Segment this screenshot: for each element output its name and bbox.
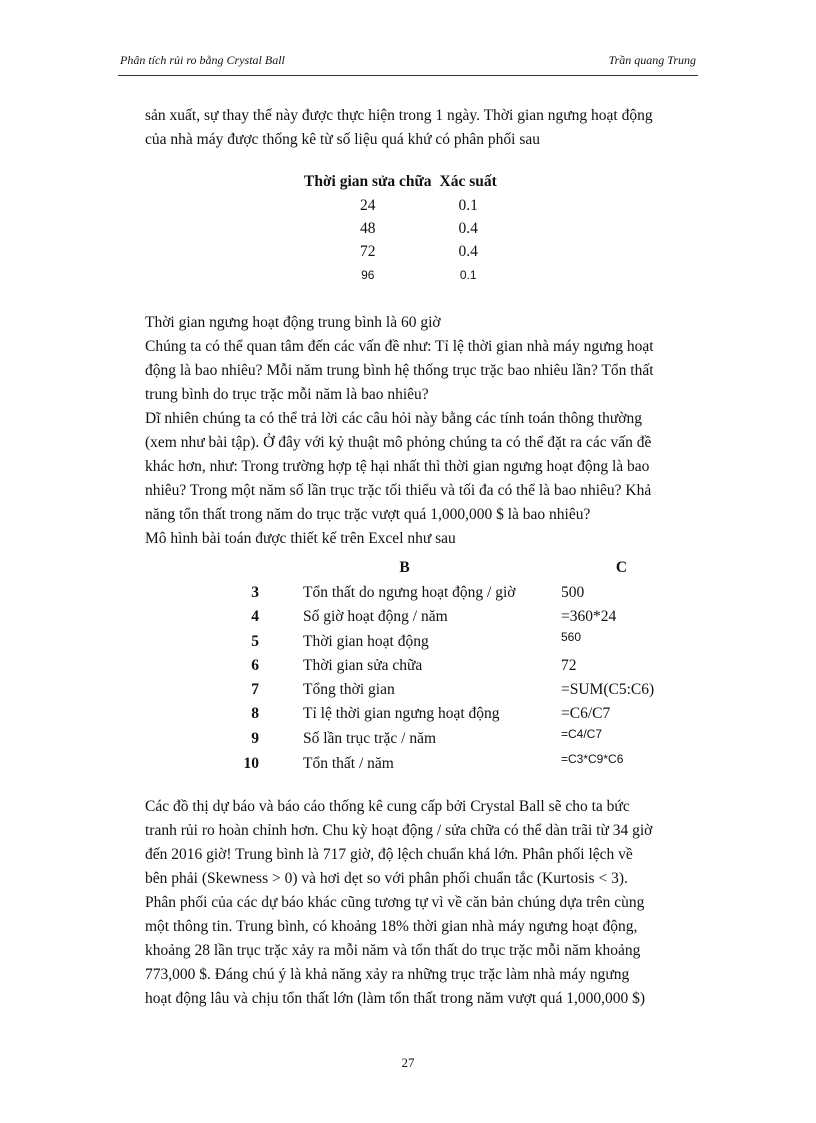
page-header — [120, 53, 696, 73]
row-number: 3 — [251, 584, 259, 601]
text-line: trung bình do trục trặc mỗi năm là bao nhiêu? — [145, 386, 429, 403]
cell-time: 24 — [360, 196, 376, 214]
table-row — [214, 751, 701, 776]
text-line: khoảng 28 lần trục trặc xảy ra mỗi năm và tổn thất do trục trặc mỗi năm khoảng — [145, 942, 641, 959]
header-probability: Xác suất — [439, 173, 497, 190]
header-author: Trần quang Trung — [608, 53, 696, 67]
text-line: Thời gian ngưng hoạt động trung bình là 60 giờ — [145, 314, 441, 331]
cell-time: 48 — [360, 219, 376, 237]
text-line: động là bao nhiêu? Mỗi năm trung bình hệ thống trục trặc bao nhiêu lần? Tổn thất — [145, 362, 654, 379]
cell-value: 72 — [561, 657, 577, 674]
cell-label: Tổn thất / năm — [303, 754, 394, 772]
cell-value: =C4/C7 — [561, 727, 603, 741]
column-c-header: C — [615, 559, 628, 576]
table-row — [214, 581, 701, 605]
cell-value: =SUM(C5:C6) — [561, 681, 655, 698]
text-line: Dĩ nhiên chúng ta có thể trả lời các câu hỏi này bằng các tính toán thông thường — [145, 410, 642, 427]
table-row — [214, 678, 701, 702]
cell-label: Tổn thất do ngưng hoạt động / giờ — [303, 584, 516, 601]
row-number: 10 — [243, 754, 259, 772]
text-line: hoạt động lâu và chịu tổn thất lớn (làm tổn thất trong năm vượt quá 1,000,000 $) — [145, 990, 646, 1007]
text-line: nhiêu? Trong một năm số lần trục trặc tối thiểu và tối đa có thể là bao nhiêu? Khả — [145, 482, 652, 499]
text-line: Phân phối của các dự báo khác cũng tương tự vì về căn bản chúng dựa trên cùng — [145, 894, 645, 911]
cell-label: Thời gian sửa chữa — [303, 657, 423, 674]
text-line: tranh rủi ro hoàn chỉnh hơn. Chu kỳ hoạt động / sửa chữa có thể dàn trãi từ 34 giờ — [145, 822, 653, 839]
cell-probability: 0.1 — [459, 267, 477, 282]
cell-probability: 0.4 — [458, 219, 478, 237]
row-number: 7 — [251, 681, 259, 698]
text-line: khác hơn, như: Trong trường hợp tệ hại nhất thì thời gian ngưng hoạt động là bao — [145, 458, 650, 475]
table-row — [300, 217, 501, 240]
excel-model-table — [214, 555, 701, 776]
intro-paragraph — [145, 104, 697, 152]
text-line: của nhà máy được thống kê từ số liệu quá khứ có phân phối sau — [145, 131, 540, 148]
row-number: 5 — [251, 632, 259, 650]
cell-probability: 0.1 — [458, 196, 478, 214]
table-row — [300, 240, 501, 263]
text-line: bên phải (Skewness > 0) và hơi dẹt so với phân phối chuẩn tắc (Kurtosis < 3). — [145, 870, 628, 887]
cell-time: 96 — [361, 267, 375, 282]
table-row — [214, 629, 701, 654]
text-line: một thông tin. Trung bình, có khoảng 18% thời gian nhà máy ngưng hoạt động, — [145, 918, 638, 935]
cell-label: Tổng thời gian — [303, 681, 395, 698]
cell-probability: 0.4 — [458, 242, 478, 260]
row-number: 6 — [251, 657, 259, 674]
header-title: Phân tích rủi ro bằng Crystal Ball — [120, 53, 285, 67]
header-time: Thời gian sửa chữa — [304, 173, 432, 190]
cell-value: 500 — [561, 584, 585, 601]
body-paragraph — [145, 311, 697, 551]
text-line: năng tổn thất trong năm do trục trặc vượt quá 1,000,000 $ là bao nhiêu? — [145, 506, 591, 523]
text-line: đến 2016 giờ! Trung bình là 717 giờ, độ lệch chuẩn khá lớn. Phân phối lệch về — [145, 846, 633, 863]
row-number: 8 — [251, 705, 259, 722]
cell-value: 560 — [561, 630, 582, 644]
text-line: Mô hình bài toán được thiết kế trên Excel như sau — [145, 530, 456, 547]
cell-time: 72 — [360, 242, 376, 260]
text-line: Chúng ta có thể quan tâm đến các vấn đề như: Tỉ lệ thời gian nhà máy ngưng hoạt — [145, 338, 654, 355]
cell-label: Tỉ lệ thời gian ngưng hoạt động — [303, 705, 500, 722]
text-line: (xem như bài tập). Ở đây với kỷ thuật mô phỏng chúng ta có thể đặt ra các vấn đề — [145, 434, 652, 451]
table-row — [300, 263, 501, 286]
table-row — [214, 702, 701, 726]
row-number: 9 — [251, 729, 259, 747]
row-number: 4 — [251, 608, 259, 625]
table-row — [300, 194, 501, 217]
text-line: Các đồ thị dự báo và báo cáo thống kê cung cấp bởi Crystal Ball sẽ cho ta bức — [145, 798, 630, 815]
cell-label: Số giờ hoạt động / năm — [303, 608, 448, 625]
header-rule — [118, 75, 698, 76]
distribution-table — [300, 170, 501, 286]
table-row — [214, 726, 701, 751]
text-line: sản xuất, sự thay thế này được thực hiện trong 1 ngày. Thời gian ngưng hoạt động — [145, 107, 653, 124]
text-line: 773,000 $. Đáng chú ý là khả năng xảy ra những trục trặc làm nhà máy ngưng — [145, 966, 630, 983]
cell-label: Thời gian hoạt động — [303, 632, 429, 650]
conclusion-paragraph — [145, 795, 697, 1011]
cell-label: Số lần trục trặc / năm — [303, 729, 436, 747]
cell-value: =360*24 — [561, 608, 617, 625]
cell-value: =C3*C9*C6 — [561, 752, 624, 766]
table-row — [214, 605, 701, 629]
column-b-header: B — [399, 559, 410, 576]
table-row — [214, 654, 701, 678]
cell-value: =C6/C7 — [561, 705, 611, 722]
page-number: 27 — [401, 1055, 415, 1070]
